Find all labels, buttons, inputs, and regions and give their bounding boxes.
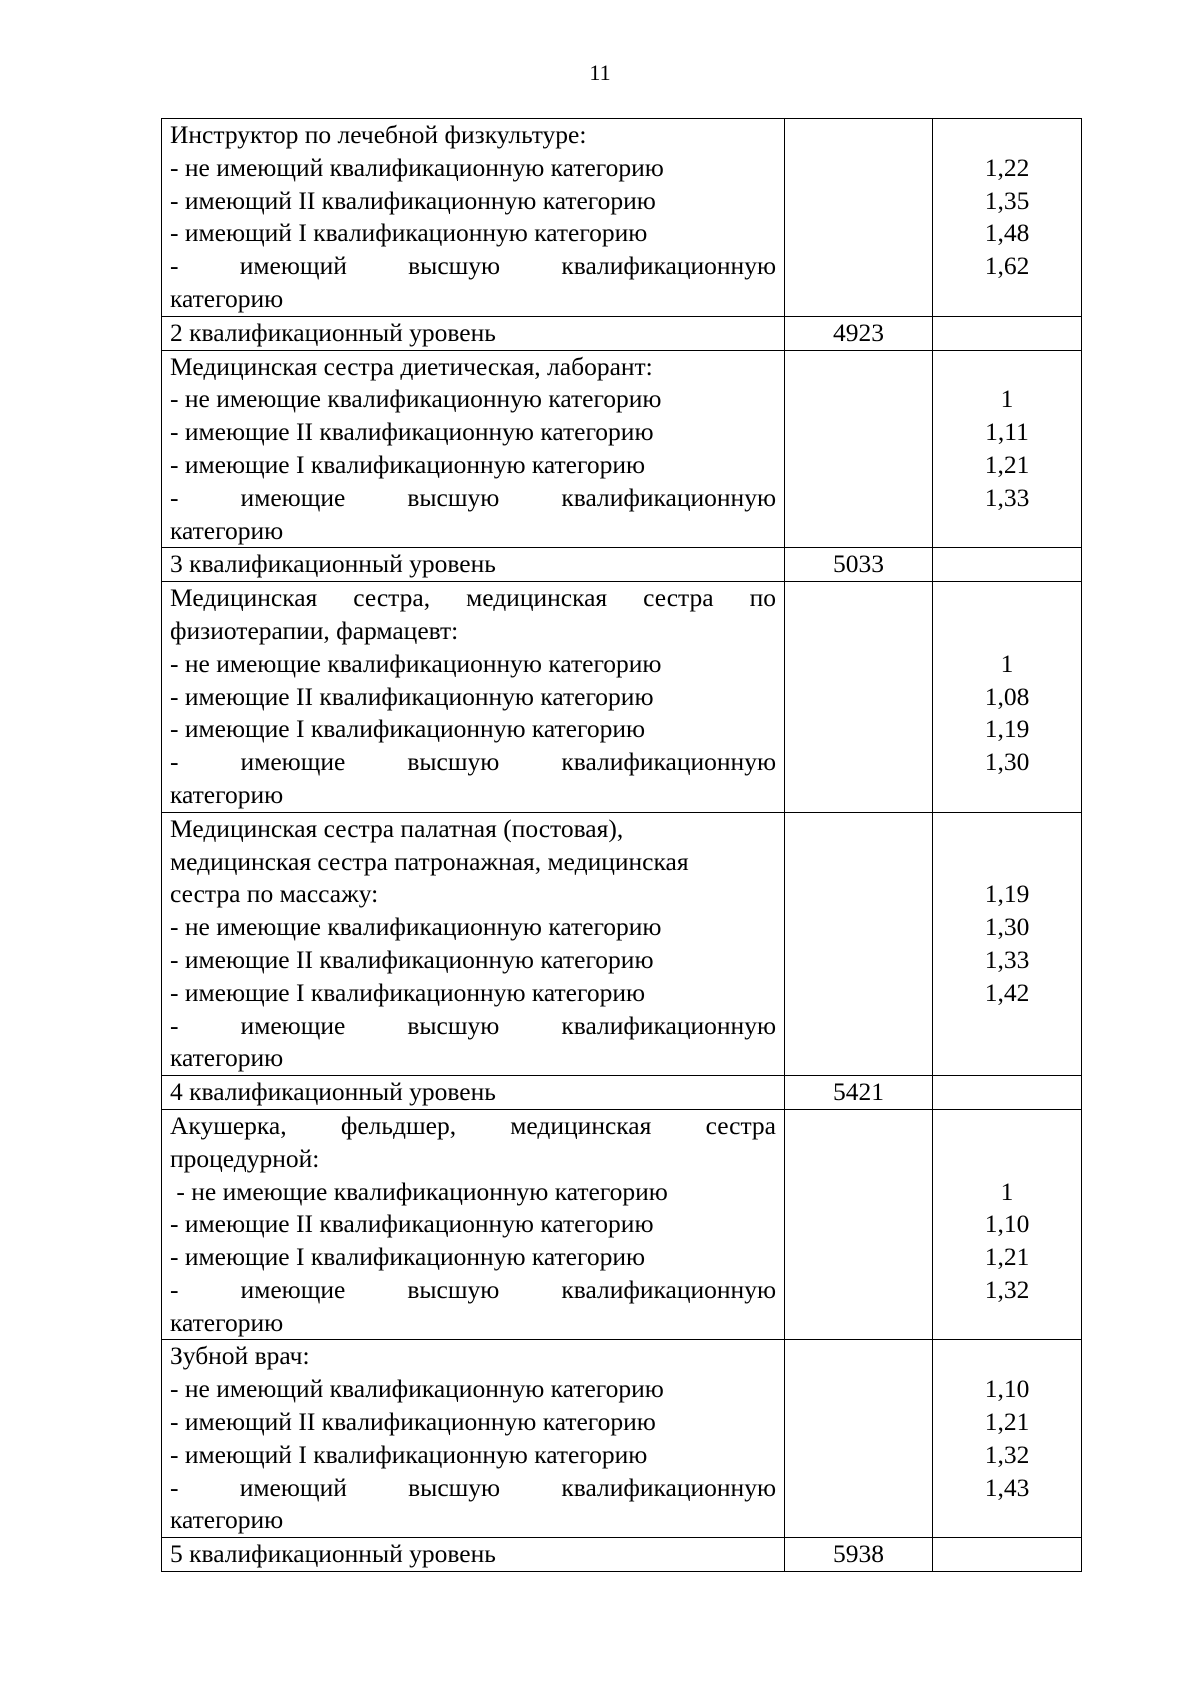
base-salary-cell bbox=[785, 582, 933, 813]
position-line: Медицинская сестра палатная (постовая), bbox=[170, 813, 624, 843]
position-line: - имеющие высшую квалификационную bbox=[170, 1010, 776, 1040]
coefficient-value: 1,33 bbox=[984, 944, 1030, 974]
coefficient-cell bbox=[933, 1076, 1082, 1110]
coefficient-value: 1,21 bbox=[984, 449, 1030, 479]
position-line: категорию bbox=[170, 515, 284, 545]
position-line: сестра по массажу: bbox=[170, 879, 379, 909]
position-line: - имеющие высшую квалификационную bbox=[170, 1274, 776, 1304]
position-line: - имеющий I квалификационную категорию bbox=[170, 1439, 648, 1469]
position-line: - имеющие II квалификационную категорию bbox=[170, 417, 654, 447]
page-number: 11 bbox=[589, 60, 611, 85]
coefficient-value: 1,32 bbox=[984, 1274, 1030, 1304]
position-line: - не имеющие квалификационную категорию bbox=[170, 1176, 668, 1206]
position-line: - не имеющий квалификационную категорию bbox=[170, 1374, 664, 1404]
coefficient-cell bbox=[933, 812, 1082, 1075]
qualification-level-row bbox=[162, 1538, 1082, 1572]
position-description-cell bbox=[162, 812, 785, 1075]
base-salary-cell bbox=[785, 1109, 933, 1340]
position-line: Медицинская сестра диетическая, лаборант: bbox=[170, 351, 653, 381]
coefficient-value: 1,19 bbox=[984, 879, 1030, 909]
base-salary-value: 5421 bbox=[833, 1077, 884, 1107]
coefficient-value: 1,32 bbox=[984, 1439, 1030, 1469]
coefficient-value: 1,35 bbox=[984, 185, 1030, 215]
base-salary-cell bbox=[785, 316, 933, 350]
position-line: Инструктор по лечебной физкультуре: bbox=[170, 120, 587, 149]
position-group-row bbox=[162, 1109, 1082, 1340]
coefficient-spacer bbox=[941, 582, 1073, 615]
base-salary-value: 5033 bbox=[833, 549, 884, 579]
position-line: Акушерка, фельдшер, медицинская сестра bbox=[170, 1110, 776, 1140]
position-line: Медицинская сестра, медицинская сестра по bbox=[170, 583, 776, 613]
coefficient-cell bbox=[933, 582, 1082, 813]
table-body bbox=[162, 119, 1082, 1572]
qualification-level-row bbox=[162, 548, 1082, 582]
coefficient-cell bbox=[933, 1340, 1082, 1538]
coefficient-value: 1,21 bbox=[984, 1407, 1030, 1437]
base-salary-value: 5938 bbox=[833, 1539, 884, 1569]
coefficient-value: 1,42 bbox=[984, 977, 1030, 1007]
position-line: физиотерапии, фармацевт: bbox=[170, 615, 459, 645]
coefficient-value: 1 bbox=[1000, 648, 1014, 678]
base-salary-cell bbox=[785, 812, 933, 1075]
coefficient-value: 1,19 bbox=[984, 714, 1030, 744]
position-line: - имеющие II квалификационную категорию bbox=[170, 944, 654, 974]
coefficient-cell bbox=[933, 1109, 1082, 1340]
position-line: - имеющие I квалификационную категорию bbox=[170, 977, 646, 1007]
coefficient-spacer bbox=[941, 846, 1073, 879]
coefficient-value: 1,10 bbox=[984, 1209, 1030, 1239]
position-line: - имеющий высшую квалификационную bbox=[170, 251, 776, 281]
coefficient-cell bbox=[933, 1538, 1082, 1572]
position-line: - имеющие II квалификационную категорию bbox=[170, 1209, 654, 1239]
coefficient-value: 1,21 bbox=[984, 1242, 1030, 1272]
position-group-row bbox=[162, 1340, 1082, 1538]
position-line: - не имеющие квалификационную категорию bbox=[170, 384, 662, 414]
base-salary-cell bbox=[785, 1340, 933, 1538]
coefficient-spacer bbox=[941, 813, 1073, 846]
coefficient-value: 1,30 bbox=[984, 747, 1030, 777]
base-salary-cell bbox=[785, 1538, 933, 1572]
level-label: 5 квалификационный уровень bbox=[170, 1539, 496, 1569]
coefficient-value: 1,10 bbox=[984, 1374, 1030, 1404]
position-line: Зубной врач: bbox=[170, 1341, 310, 1371]
base-salary-cell bbox=[785, 548, 933, 582]
base-salary-cell bbox=[785, 119, 933, 317]
coefficient-spacer bbox=[941, 119, 1073, 152]
position-description-cell bbox=[162, 350, 785, 548]
qualification-level-row bbox=[162, 1076, 1082, 1110]
position-line: - не имеющие квалификационную категорию bbox=[170, 648, 662, 678]
coefficient-spacer bbox=[941, 1340, 1073, 1373]
base-salary-cell bbox=[785, 1076, 933, 1110]
level-label-cell bbox=[162, 316, 785, 350]
position-line: - имеющие I квалификационную категорию bbox=[170, 714, 646, 744]
position-line: процедурной: bbox=[170, 1143, 320, 1173]
position-line: - имеющий высшую квалификационную bbox=[170, 1472, 776, 1502]
coefficient-value: 1,11 bbox=[985, 417, 1029, 447]
level-label: 2 квалификационный уровень bbox=[170, 317, 496, 347]
position-line: - имеющие высшую квалификационную bbox=[170, 482, 776, 512]
position-line: - имеющие высшую квалификационную bbox=[170, 747, 776, 777]
position-line: - имеющий II квалификационную категорию bbox=[170, 185, 656, 215]
position-group-row bbox=[162, 119, 1082, 317]
position-group-row bbox=[162, 812, 1082, 1075]
coefficient-cell bbox=[933, 316, 1082, 350]
position-line: - имеющие I квалификационную категорию bbox=[170, 449, 646, 479]
coefficient-cell bbox=[933, 350, 1082, 548]
position-group-row bbox=[162, 350, 1082, 548]
base-salary-value: 4923 bbox=[833, 317, 884, 347]
position-line: медицинская сестра патронажная, медицинская bbox=[170, 846, 689, 876]
coefficient-value: 1 bbox=[1000, 1176, 1014, 1206]
position-line: категорию bbox=[170, 1307, 284, 1337]
coefficient-value: 1,48 bbox=[984, 218, 1030, 248]
position-line: категорию bbox=[170, 1505, 284, 1535]
level-label-cell bbox=[162, 1538, 785, 1572]
position-description-cell bbox=[162, 1340, 785, 1538]
coefficient-value: 1,22 bbox=[984, 152, 1030, 182]
coefficient-spacer bbox=[941, 1110, 1073, 1143]
coefficient-value: 1,33 bbox=[984, 482, 1030, 512]
level-label-cell bbox=[162, 548, 785, 582]
coefficient-cell bbox=[933, 119, 1082, 317]
coefficient-value: 1 bbox=[1000, 384, 1014, 414]
position-line: - имеющие I квалификационную категорию bbox=[170, 1242, 646, 1272]
position-description-cell bbox=[162, 119, 785, 317]
coefficient-spacer bbox=[941, 1143, 1073, 1176]
coefficient-spacer bbox=[941, 351, 1073, 384]
position-line: - имеющий I квалификационную категорию bbox=[170, 218, 648, 248]
coefficient-cell bbox=[933, 548, 1082, 582]
position-description-cell bbox=[162, 1109, 785, 1340]
salary-coefficient-table bbox=[161, 118, 1082, 1572]
coefficient-value: 1,43 bbox=[984, 1472, 1030, 1502]
level-label-cell bbox=[162, 1076, 785, 1110]
level-label: 3 квалификационный уровень bbox=[170, 549, 496, 579]
position-line: категорию bbox=[170, 779, 284, 809]
coefficient-value: 1,08 bbox=[984, 681, 1030, 711]
position-line: категорию bbox=[170, 283, 284, 313]
qualification-level-row bbox=[162, 316, 1082, 350]
coefficient-value: 1,30 bbox=[984, 912, 1030, 942]
level-label: 4 квалификационный уровень bbox=[170, 1077, 496, 1107]
position-group-row bbox=[162, 582, 1082, 813]
coefficient-value: 1,62 bbox=[984, 251, 1030, 281]
coefficient-spacer bbox=[941, 615, 1073, 648]
position-line: - не имеющий квалификационную категорию bbox=[170, 152, 664, 182]
position-line: - имеющие II квалификационную категорию bbox=[170, 681, 654, 711]
base-salary-cell bbox=[785, 350, 933, 548]
position-line: - не имеющие квалификационную категорию bbox=[170, 912, 662, 942]
position-description-cell bbox=[162, 582, 785, 813]
position-line: категорию bbox=[170, 1043, 284, 1073]
position-line: - имеющий II квалификационную категорию bbox=[170, 1407, 656, 1437]
